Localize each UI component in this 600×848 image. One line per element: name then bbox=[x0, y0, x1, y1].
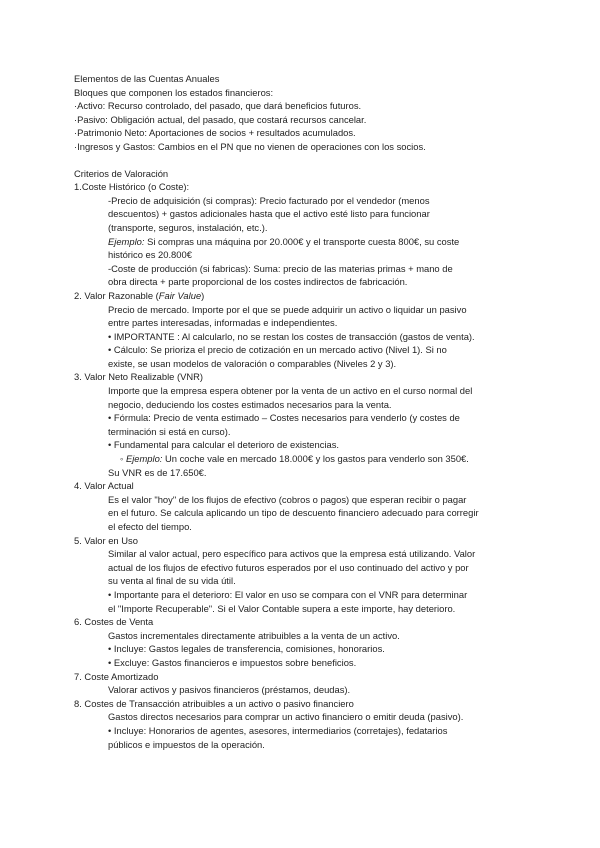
section-title-criterios: Criterios de Valoración bbox=[74, 167, 169, 179]
text-line: Gastos directos necesarios para comprar un activo financiero o emitir deuda (pasivo). bbox=[108, 711, 464, 723]
document-page bbox=[74, 72, 574, 751]
text-line: terminación si está en curso). bbox=[108, 425, 231, 437]
elementos-item: ·Activo: Recurso controlado, del pasado, que dará beneficios futuros. bbox=[74, 100, 362, 112]
text-line: • Importante para el deterioro: El valor en uso se compara con el VNR para determinar bbox=[108, 588, 468, 600]
heading-em: Fair Value bbox=[158, 289, 202, 301]
text-line: • Incluye: Gastos legales de transferencia, comisiones, honorarios. bbox=[108, 643, 385, 655]
text-line: entre partes interesadas, informadas e independientes. bbox=[108, 317, 338, 329]
text-line: (transporte, seguros, instalación, etc.). bbox=[108, 221, 268, 233]
example-text: Un coche vale en mercado 18.000€ y los gastos para venderlo son 350€. bbox=[162, 453, 469, 465]
elementos-item: ·Pasivo: Obligación actual, del pasado, que costará recursos cancelar. bbox=[74, 113, 367, 125]
text-line: Es el valor "hoy" de los flujos de efectivo (cobros o pagos) que esperan recibir o pagar bbox=[108, 493, 467, 505]
text-line: públicos e impuestos de la operación. bbox=[108, 738, 265, 750]
text-line: -Precio de adquisición (si compras): Precio facturado por el vendedor (menos bbox=[108, 194, 430, 206]
text-line: • Excluye: Gastos financieros e impuestos sobre beneficios. bbox=[108, 656, 357, 668]
text-line: Precio de mercado. Importe por el que se puede adquirir un activo o liquidar un pasivo bbox=[108, 303, 467, 315]
heading-vnr: 3. Valor Neto Realizable (VNR) bbox=[74, 371, 204, 383]
example-line bbox=[74, 452, 574, 466]
text-line: descuentos) + gastos adicionales hasta que el activo esté listo para funcionar bbox=[108, 208, 430, 220]
example-label: Ejemplo: bbox=[125, 453, 163, 465]
text-line: el "Importe Recuperable". Si el Valor Contable supera a este importe, hay deterioro. bbox=[108, 602, 456, 614]
elementos-intro: Bloques que componen los estados financieros: bbox=[74, 86, 274, 98]
heading-coste-amortizado: 7. Coste Amortizado bbox=[74, 670, 159, 682]
text-line: Importe que la empresa espera obtener por la venta de un activo en el curso normal del bbox=[108, 385, 473, 397]
text-line: Valorar activos y pasivos financieros (préstamos, deudas). bbox=[108, 684, 351, 696]
example-label: Ejemplo: bbox=[108, 235, 145, 247]
text-line: en el futuro. Se calcula aplicando un tipo de descuento financiero adecuado para corregir bbox=[108, 507, 479, 519]
text-line: • Incluye: Honorarios de agentes, asesores, intermediarios (corretajes), fedatarios bbox=[108, 724, 448, 736]
elementos-item: ·Ingresos y Gastos: Cambios en el PN que no vienen de operaciones con los socios. bbox=[74, 140, 426, 152]
heading-costes-de-venta: 6. Costes de Venta bbox=[74, 616, 154, 628]
heading-text: ) bbox=[201, 289, 205, 301]
example-line bbox=[74, 235, 574, 249]
text-line: • Fórmula: Precio de venta estimado – Costes necesarios para venderlo (y costes de bbox=[108, 412, 460, 424]
text-line: • Fundamental para calcular el deterioro de existencias. bbox=[108, 439, 340, 451]
text-line: actual de los flujos de efectivo futuros esperados por el uso continuado del activo y por bbox=[108, 561, 469, 573]
example-cont: Su VNR es de 17.650€. bbox=[108, 466, 207, 478]
heading-text: 2. Valor Razonable ( bbox=[74, 289, 159, 301]
heading-costes-transaccion: 8. Costes de Transacción atribuibles a un activo o pasivo financiero bbox=[74, 697, 354, 709]
example-text: Si compras una máquina por 20.000€ y el transporte cuesta 800€, su coste bbox=[144, 235, 460, 247]
text-line: existe, se usan modelos de valoración o comparables (Niveles 2 y 3). bbox=[108, 357, 397, 369]
text-line: Similar al valor actual, pero específico para activos que la empresa está utilizando. Valor bbox=[108, 548, 476, 560]
text-line: • Cálculo: Se prioriza el precio de cotización en un mercado activo (Nivel 1). Si no bbox=[108, 344, 447, 356]
sub-bullet: ◦ bbox=[120, 453, 126, 465]
text-line: Gastos incrementales directamente atribuibles a la venta de un activo. bbox=[108, 629, 400, 641]
text-line: -Coste de producción (si fabricas): Suma: precio de las materias primas + mano de bbox=[108, 262, 453, 274]
text-line: negocio, deduciendo los costes estimados necesarios para la venta. bbox=[108, 398, 392, 410]
text-line: el efecto del tiempo. bbox=[108, 521, 192, 532]
text-line: obra directa + parte proporcional de los costes indirectos de fabricación. bbox=[108, 276, 408, 288]
elementos-item: ·Patrimonio Neto: Aportaciones de socios + resultados acumulados. bbox=[74, 127, 356, 139]
text-line: • IMPORTANTE : Al calcularlo, no se restan los costes de transacción (gastos de venta). bbox=[108, 330, 475, 342]
text-line: su venta al final de su vida útil. bbox=[108, 575, 236, 587]
heading-valor-razonable bbox=[74, 289, 574, 303]
heading-valor-actual: 4. Valor Actual bbox=[74, 480, 134, 492]
section-title-elementos: Elementos de las Cuentas Anuales bbox=[74, 73, 220, 84]
heading-valor-en-uso: 5. Valor en Uso bbox=[74, 534, 138, 546]
heading-coste-historico: 1.Coste Histórico (o Coste): bbox=[74, 181, 190, 193]
example-cont: histórico es 20.800€ bbox=[108, 249, 192, 261]
